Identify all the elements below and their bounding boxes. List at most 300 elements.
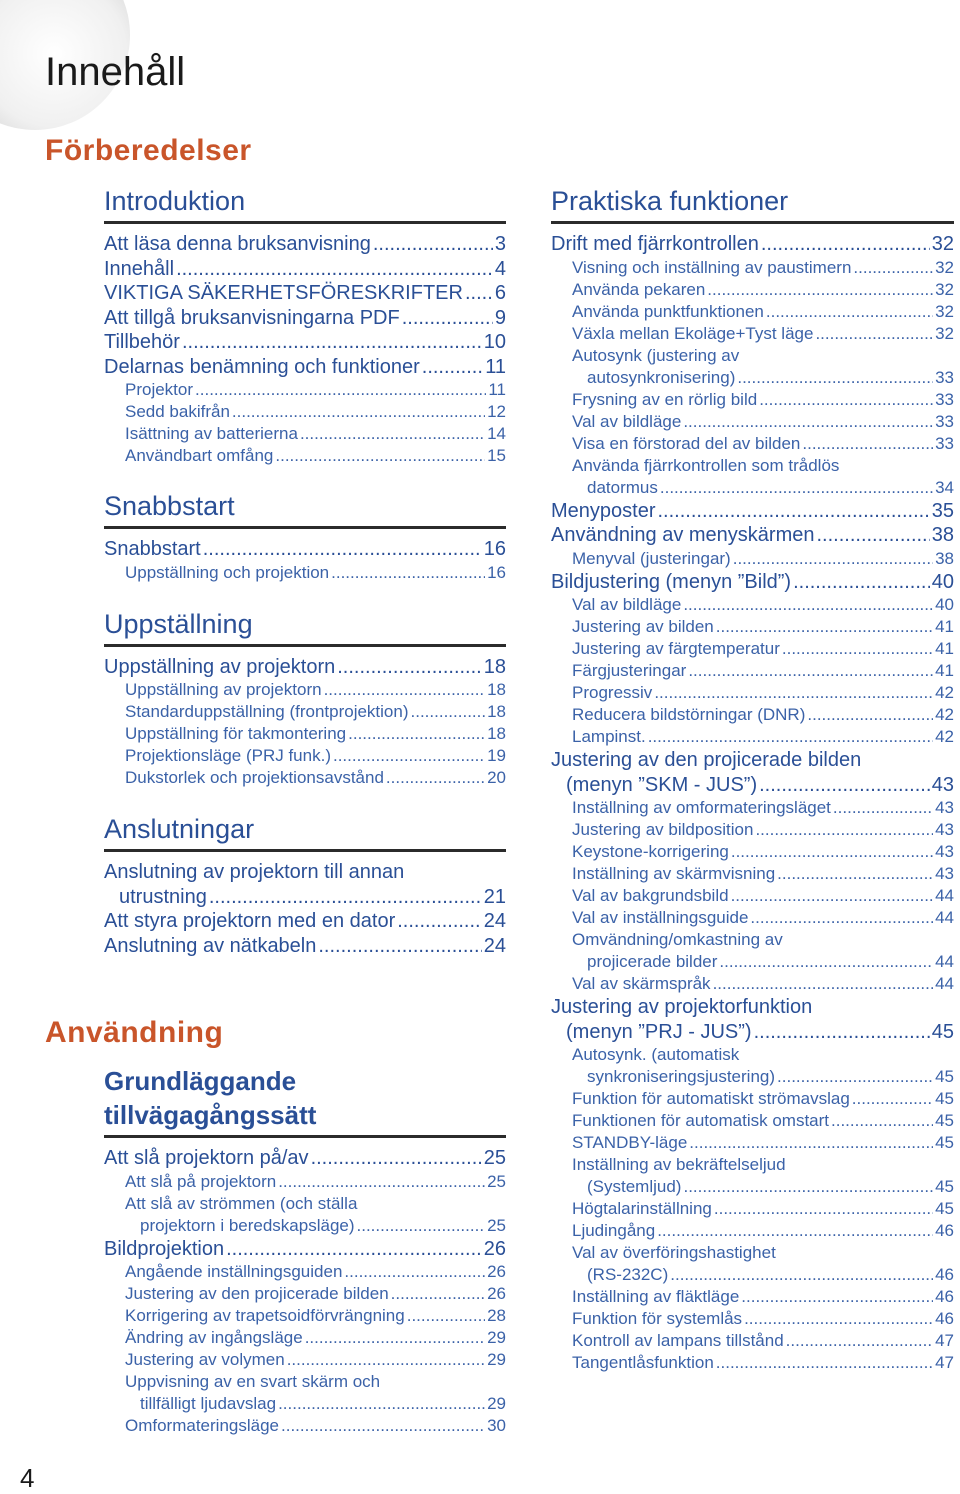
anslutningar-entries (104, 909, 506, 958)
toc-entry-text: projektorn i beredskapsläge) (140, 1215, 355, 1235)
toc-page-number: 18 (487, 680, 506, 699)
toc-subentry[interactable] (104, 562, 506, 584)
toc-entry-text: Bildjustering (menyn ”Bild”) (551, 570, 792, 593)
leader-dots (731, 841, 933, 863)
toc-entry-text: Reducera bildstörningar (DNR) (572, 705, 806, 724)
toc-entry[interactable] (104, 257, 506, 282)
toc-entry-text: Justering av bilden (572, 617, 714, 636)
toc-subentry[interactable] (551, 1110, 954, 1132)
leader-dots (713, 973, 934, 995)
toc-subentry[interactable] (551, 1198, 954, 1220)
leader-dots (411, 701, 486, 723)
toc-page-number: 24 (483, 934, 506, 957)
toc-entry[interactable] (551, 232, 954, 257)
toc-page-number: 38 (935, 548, 954, 568)
leader-dots (407, 1305, 485, 1327)
uppstallning-entries (104, 655, 506, 680)
toc-page-number: 44 (935, 886, 954, 905)
leader-dots (232, 401, 485, 423)
toc-entry-text: Använda fjärrkontrollen som trådlös (572, 455, 840, 475)
toc-subentry[interactable] (551, 929, 954, 973)
toc-page-number: 41 (935, 617, 954, 636)
toc-entry-text: Justering av volymen (125, 1350, 285, 1369)
toc-page-number: 45 (935, 1089, 954, 1108)
toc-entry[interactable] (104, 909, 506, 934)
toc-page-number: 35 (931, 499, 954, 522)
toc-subentry[interactable] (551, 1132, 954, 1154)
toc-entry-text: Visning och inställning av paustimern (572, 257, 852, 277)
toc-entry-text: Uppställning av projektorn (125, 680, 322, 699)
page-number: 4 (20, 1463, 35, 1493)
toc-page-number: 32 (935, 301, 954, 321)
toc-subentry[interactable] (551, 455, 954, 499)
leader-dots (688, 660, 933, 682)
toc-entry-text: tillfälligt ljudavslag (140, 1394, 277, 1413)
toc-entry-text: Använda punktfunktionen (572, 301, 764, 321)
leader-dots (275, 445, 485, 467)
toc-entry[interactable] (104, 281, 506, 306)
toc-page-number: 18 (487, 724, 506, 743)
toc-entry[interactable] (551, 570, 954, 595)
toc-subentry[interactable] (551, 279, 954, 301)
toc-entry-text: datormus (587, 477, 658, 497)
toc-page-number: 46 (935, 1309, 954, 1328)
toc-entry-text: Att läsa denna bruksanvisning (104, 233, 371, 255)
toc-entry-text: Inställning av skärmvisning (572, 864, 776, 883)
leader-dots (278, 1171, 485, 1193)
toc-page-number: 15 (487, 446, 506, 465)
toc-entry-text: Högtalarinställning (572, 1199, 712, 1218)
leader-dots (281, 1415, 485, 1437)
leader-dots (402, 306, 493, 331)
toc-entry-text: Omformateringsläge (125, 1416, 280, 1435)
toc-entry-text: Keystone-korrigering (572, 842, 729, 861)
leader-dots (707, 279, 933, 301)
toc-subentry[interactable] (551, 1308, 954, 1330)
toc-entry-text: projicerade bilder (587, 952, 718, 971)
leader-dots (337, 655, 482, 680)
toc-entry-text: Val av överföringshastighet (572, 1243, 776, 1262)
toc-subentry[interactable] (104, 1349, 506, 1371)
leader-dots (766, 301, 933, 323)
toc-entry[interactable] (104, 1146, 506, 1171)
toc-subentry[interactable] (551, 1330, 954, 1352)
toc-subentry[interactable] (551, 704, 954, 726)
toc-entry[interactable] (104, 934, 506, 959)
toc-page-number: 43 (931, 773, 954, 796)
toc-subentry[interactable] (551, 638, 954, 660)
toc-entry-text: Val av bildläge (572, 411, 682, 431)
toc-subentry[interactable] (551, 345, 954, 389)
toc-entry-text: Autosynk (justering av (572, 345, 740, 365)
section-title-uppstallning: Uppställning (104, 607, 506, 647)
toc-subentry[interactable] (551, 1352, 954, 1374)
section-title-praktiska-funktioner: Praktiska funktioner (551, 184, 954, 224)
leader-dots (226, 1237, 482, 1262)
leader-dots (755, 819, 933, 841)
toc-entry-text: Att styra projektorn med en dator (104, 910, 396, 932)
section-title-snabbstart: Snabbstart (104, 489, 506, 529)
part-heading-anvandning: Användning (45, 1016, 224, 1049)
toc-entry-text: (menyn ”SKM - JUS”) (566, 773, 758, 796)
toc-subentry[interactable] (551, 863, 954, 885)
toc-page-number: 6 (494, 282, 506, 304)
toc-subentry[interactable] (551, 389, 954, 411)
toc-page-number: 25 (487, 1215, 506, 1235)
prj-subentries (551, 1088, 954, 1154)
toc-entry-text: Justering av färgtemperatur (572, 639, 780, 658)
toc-entry-text: Funktion för automatiskt strömavslag (572, 1089, 850, 1108)
leader-dots (744, 1308, 933, 1330)
leader-dots (373, 232, 493, 257)
toc-subentry[interactable] (551, 819, 954, 841)
leader-dots (654, 682, 933, 704)
toc-page-number: 45 (935, 1177, 954, 1196)
toc-entry-text: Justering av den projicerade bilden (551, 749, 862, 771)
toc-entry-text: Inställning av bekräftelseljud (572, 1155, 786, 1174)
toc-page-number: 11 (488, 380, 506, 399)
leader-dots (203, 537, 482, 562)
toc-page-number: 45 (935, 1133, 954, 1152)
toc-page-number: 18 (487, 702, 506, 721)
toc-page-number: 10 (483, 331, 506, 353)
leader-dots (714, 1198, 933, 1220)
toc-page-number: 26 (483, 1237, 506, 1260)
leader-dots (683, 411, 933, 433)
toc-entry-text: Visa en förstorad del av bilden (572, 433, 801, 453)
leader-dots (318, 934, 481, 959)
toc-page-number: 33 (935, 411, 954, 431)
toc-subentry[interactable] (104, 1327, 506, 1349)
toc-subentry[interactable] (551, 411, 954, 433)
leader-dots (761, 232, 930, 257)
toc-page-number: 24 (483, 910, 506, 932)
toc-entry-text: Menyval (justeringar) (572, 548, 731, 568)
leader-dots (689, 1132, 933, 1154)
leader-dots (741, 1286, 933, 1308)
toc-page-number: 16 (483, 538, 506, 560)
toc-page-number: 41 (935, 661, 954, 680)
leader-dots (324, 679, 486, 701)
toc-page-number: 26 (487, 1262, 506, 1281)
toc-entry[interactable] (551, 995, 954, 1044)
leader-dots (815, 323, 933, 345)
toc-entry[interactable] (551, 523, 954, 548)
toc-subentry[interactable] (551, 594, 954, 616)
skm-subentries (551, 797, 954, 929)
toc-page-number: 21 (483, 885, 506, 908)
toc-subentry[interactable] (104, 723, 506, 745)
toc-subentry[interactable] (551, 660, 954, 682)
leader-dots (391, 1283, 485, 1305)
toc-subentry[interactable] (551, 797, 954, 819)
toc-subentry[interactable] (551, 433, 954, 455)
toc-page-number: 32 (935, 279, 954, 299)
toc-page-number: 32 (935, 323, 954, 343)
snabbstart-entries (104, 537, 506, 562)
leader-dots (833, 797, 933, 819)
left-column-forberedelser (104, 184, 506, 958)
toc-subentry[interactable] (551, 885, 954, 907)
toc-entry-text: Delarnas benämning och funktioner (104, 355, 420, 378)
toc-entry[interactable] (551, 499, 954, 524)
introduktion-entries (104, 232, 506, 379)
drift-subentries (551, 257, 954, 345)
toc-entry[interactable] (104, 537, 506, 562)
toc-entry-text: Växla mellan Ekoläge+Tyst läge (572, 323, 814, 343)
toc-subentry[interactable] (104, 1371, 506, 1415)
toc-entry-text: (Systemljud) (587, 1177, 682, 1196)
leader-dots (777, 1066, 933, 1088)
toc-page-number: 33 (935, 389, 954, 409)
toc-entry-text: Dukstorlek och projektionsavstånd (125, 768, 384, 787)
leader-dots (422, 355, 483, 380)
toc-entry-text: Isättning av batterierna (125, 424, 298, 443)
toc-page-number: 9 (494, 306, 506, 329)
toc-subentry[interactable] (551, 1154, 954, 1198)
toc-entry-text: Ljudingång (572, 1221, 656, 1240)
leader-dots (670, 1264, 933, 1286)
uppstallning-subentries (104, 679, 506, 789)
toc-entry-text: Att slå på projektorn (125, 1171, 277, 1191)
toc-page-number: 38 (931, 524, 954, 546)
toc-page-number: 43 (935, 820, 954, 839)
leader-dots (348, 723, 485, 745)
toc-page-number: 45 (935, 1111, 954, 1130)
bildprojektion-subentries (104, 1261, 506, 1371)
leader-dots (176, 257, 493, 282)
toc-entry[interactable] (104, 1237, 506, 1262)
leader-dots (209, 885, 482, 910)
toc-entry-text: VIKTIGA SÄKERHETSFÖRESKRIFTER (104, 282, 463, 304)
drift-subentries-2 (551, 389, 954, 455)
toc-subentry[interactable] (104, 445, 506, 467)
toc-subentry[interactable] (551, 301, 954, 323)
toc-page-number: 20 (487, 768, 506, 787)
toc-entry-text: Standarduppställning (frontprojektion) (125, 702, 409, 721)
toc-entry-text: Sedd bakifrån (125, 402, 230, 421)
toc-page-number: 46 (935, 1265, 954, 1284)
toc-entry-text: Omvändning/omkastning av (572, 930, 783, 949)
toc-entry-text: Angående inställningsguiden (125, 1262, 343, 1281)
toc-subentry[interactable] (104, 423, 506, 445)
toc-page-number: 29 (487, 1350, 506, 1369)
toc-subentry[interactable] (551, 1220, 954, 1242)
left-column-anvandning (104, 1064, 506, 1437)
toc-entry-text: Anslutning av nätkabeln (104, 934, 317, 957)
toc-entry-text: Menyposter (551, 499, 656, 522)
section-title-anslutningar: Anslutningar (104, 812, 506, 852)
toc-page-number: 43 (935, 864, 954, 883)
toc-page-number: 42 (935, 705, 954, 724)
toc-subentry[interactable] (104, 1305, 506, 1327)
prj-subentries-2 (551, 1198, 954, 1242)
toc-page-number: 25 (483, 1147, 506, 1169)
leader-dots (195, 379, 486, 401)
toc-subentry[interactable] (551, 682, 954, 704)
toc-subentry[interactable] (551, 548, 954, 570)
toc-page-number: 33 (935, 433, 954, 453)
toc-page-number: 32 (931, 233, 954, 255)
leader-dots (737, 367, 933, 389)
toc-page-number: 45 (931, 1020, 954, 1043)
toc-page-number: 42 (935, 727, 954, 746)
leader-dots (816, 523, 929, 548)
toc-subentry[interactable] (104, 1261, 506, 1283)
toc-entry[interactable] (104, 655, 506, 680)
toc-entry[interactable] (104, 306, 506, 331)
toc-page-number: 16 (487, 562, 506, 582)
leader-dots (287, 1349, 485, 1371)
prj-subentries-3 (551, 1286, 954, 1374)
toc-subentry[interactable] (104, 379, 506, 401)
toc-entry-text: Uppställning för takmontering (125, 724, 347, 743)
toc-subentry[interactable] (104, 767, 506, 789)
toc-entry-text: Tillbehör (104, 331, 180, 353)
leader-dots (719, 951, 933, 973)
toc-subentry[interactable] (551, 257, 954, 279)
toc-entry-text: Ändring av ingångsläge (125, 1328, 303, 1347)
leader-dots (386, 767, 485, 789)
toc-entry-text: Korrigering av trapetsoidförvrängning (125, 1306, 405, 1325)
toc-entry-text: Uppvisning av en svart skärm och (125, 1372, 381, 1391)
toc-subentry[interactable] (104, 745, 506, 767)
toc-entry-text: (RS-232C) (587, 1265, 669, 1284)
section-title-grundlaggande: Grundläggande tillvägagångssätt (104, 1064, 506, 1138)
toc-entry-text: Frysning av en rörlig bild (572, 389, 758, 409)
leader-dots (852, 1088, 933, 1110)
leader-dots (333, 745, 485, 767)
toc-entry-text: Snabbstart (104, 538, 201, 560)
toc-subentry[interactable] (104, 1283, 506, 1305)
toc-subentry[interactable] (104, 1415, 506, 1437)
toc-entry[interactable] (551, 748, 954, 797)
toc-entry-text: Uppställning och projektion (125, 562, 330, 582)
toc-entry-text: Val av inställningsguide (572, 908, 749, 927)
toc-page-number: 40 (935, 595, 954, 614)
leader-dots (731, 885, 934, 907)
toc-page-number: 43 (935, 842, 954, 861)
introduktion-subentries (104, 379, 506, 467)
toc-page-number: 47 (935, 1353, 954, 1372)
toc-page-number: 44 (935, 952, 954, 971)
toc-entry-text: Bildprojektion (104, 1237, 225, 1260)
toc-page-number: 11 (485, 355, 506, 378)
toc-page-number: 46 (935, 1221, 954, 1240)
toc-subentry[interactable] (551, 907, 954, 929)
toc-subentry[interactable] (104, 1171, 506, 1193)
leader-dots (786, 1330, 933, 1352)
toc-entry-text: Projektionsläge (PRJ funk.) (125, 746, 331, 765)
leader-dots (648, 726, 933, 748)
leader-dots (300, 423, 485, 445)
toc-page-number: 14 (487, 424, 506, 443)
toc-subentry[interactable] (104, 401, 506, 423)
toc-page-number: 28 (487, 1306, 506, 1325)
leader-dots (807, 704, 933, 726)
toc-page-number: 43 (935, 798, 954, 817)
leader-dots (793, 570, 930, 595)
toc-page-number: 29 (487, 1328, 506, 1347)
leader-dots (683, 1176, 933, 1198)
leader-dots (754, 1020, 930, 1045)
toc-subentry[interactable] (551, 726, 954, 748)
toc-page-number: 42 (935, 683, 954, 702)
leader-dots (658, 499, 930, 524)
page-title: Innehåll (45, 50, 186, 94)
leader-dots (311, 1146, 482, 1171)
toc-entry-text: autosynkronisering) (587, 367, 736, 387)
toc-entry[interactable] (104, 232, 506, 257)
leader-dots (853, 257, 933, 279)
toc-entry[interactable] (104, 355, 506, 380)
leader-dots (831, 1110, 933, 1132)
right-column (551, 184, 954, 1374)
toc-subentry[interactable] (551, 1242, 954, 1286)
toc-entry-text: Att tillgå bruksanvisningarna PDF (104, 306, 400, 329)
snabbstart-subentries (104, 562, 506, 584)
toc-entry-text: Justering av den projicerade bilden (125, 1284, 389, 1303)
toc-entry-text: Inställning av fläktläge (572, 1287, 740, 1306)
leader-dots (182, 330, 482, 355)
toc-subentry[interactable] (551, 616, 954, 638)
toc-subentry[interactable] (551, 841, 954, 863)
toc-entry-text: Funktion för systemlås (572, 1309, 743, 1328)
toc-page-number: 44 (935, 974, 954, 993)
leader-dots (657, 1220, 933, 1242)
toc-entry-text: Justering av projektorfunktion (551, 996, 813, 1018)
toc-entry-text: (menyn ”PRJ - JUS”) (566, 1020, 752, 1043)
leader-dots (750, 907, 933, 929)
toc-subentry[interactable] (104, 701, 506, 723)
toc-entry-text: Justering av bildposition (572, 820, 754, 839)
toc-subentry[interactable] (551, 323, 954, 345)
toc-entry-text: Att slå projektorn på/av (104, 1147, 309, 1169)
toc-entry-text: Projektor (125, 380, 194, 399)
toc-subentry[interactable] (104, 679, 506, 701)
toc-page-number: 4 (494, 257, 506, 280)
leader-dots (683, 594, 933, 616)
leader-dots (357, 1215, 486, 1237)
toc-entry-text: Autosynk. (automatisk (572, 1045, 740, 1064)
toc-entry-anslutning-utrustning[interactable] (104, 860, 506, 909)
toc-entry-text: Val av skärmspråk (572, 974, 711, 993)
toc-page-number: 44 (935, 908, 954, 927)
toc-entry-text: Användning av menyskärmen (551, 524, 815, 546)
toc-subentry[interactable] (104, 1193, 506, 1237)
toc-entry-text: Använda pekaren (572, 279, 706, 299)
toc-page-number: 30 (487, 1416, 506, 1435)
toc-entry-text: STANDBY-läge (572, 1133, 688, 1152)
toc-page-number: 32 (935, 257, 954, 277)
toc-page-number: 40 (931, 570, 954, 593)
toc-entry-text: Val av bildläge (572, 595, 682, 614)
leader-dots (305, 1327, 485, 1349)
toc-entry-text: Funktionen för automatisk omstart (572, 1111, 830, 1130)
toc-subentry[interactable] (551, 1286, 954, 1308)
toc-entry-text: Kontroll av lampans tillstånd (572, 1331, 784, 1350)
toc-page-number: 47 (935, 1331, 954, 1350)
toc-subentry[interactable] (551, 973, 954, 995)
leader-dots (660, 477, 933, 499)
toc-subentry[interactable] (551, 1044, 954, 1088)
toc-page-number: 18 (483, 655, 506, 678)
toc-entry-text: Uppställning av projektorn (104, 655, 336, 678)
part-heading-forberedelser: Förberedelser (45, 134, 252, 167)
leader-dots (397, 909, 482, 934)
toc-entry[interactable] (104, 330, 506, 355)
toc-subentry[interactable] (551, 1088, 954, 1110)
